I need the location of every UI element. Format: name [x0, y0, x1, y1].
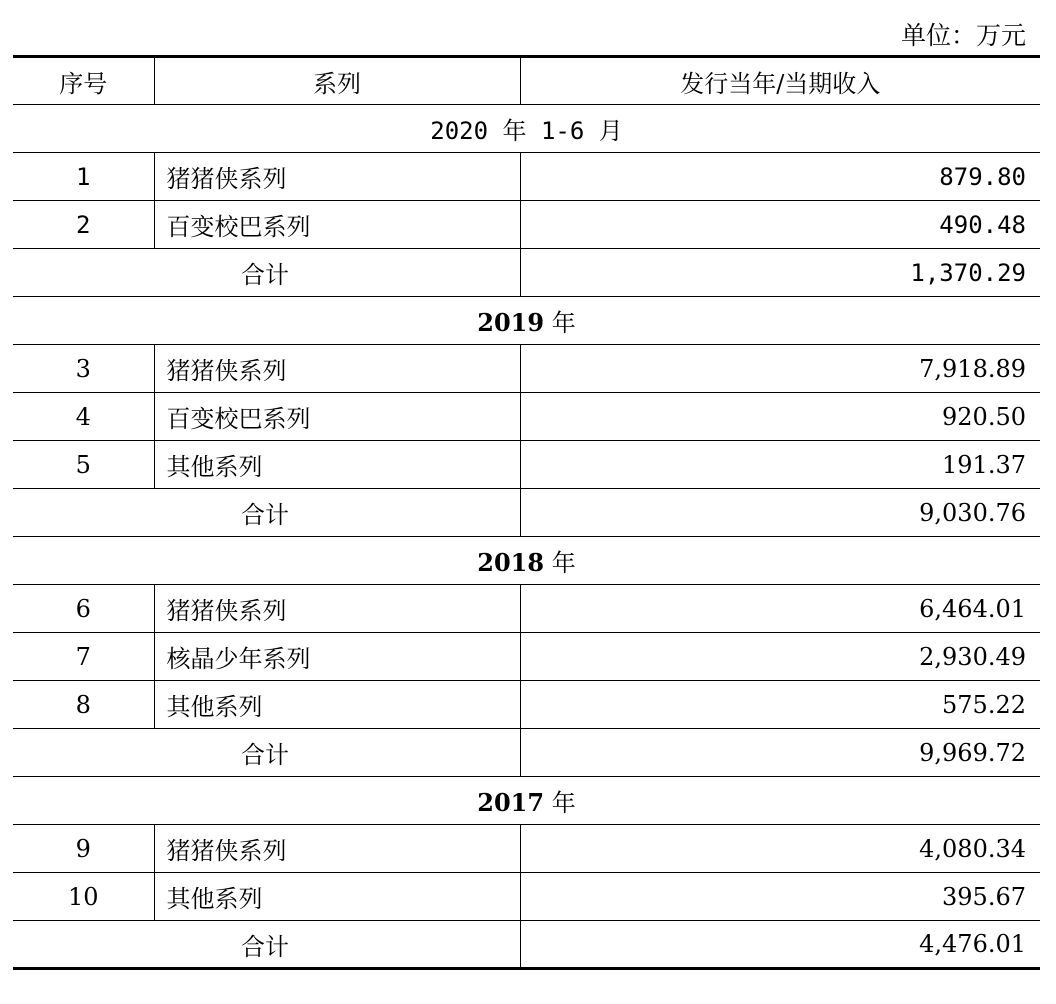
year-number: 2019	[477, 308, 545, 337]
subtotal-value: 9,030.76	[520, 489, 1040, 537]
series-name: 其他系列	[154, 873, 520, 921]
year-number: 2017	[477, 788, 545, 817]
revenue-table	[13, 55, 1040, 970]
revenue-value: 2,930.49	[520, 633, 1040, 681]
table-row	[13, 681, 1040, 729]
subtotal-row	[13, 729, 1040, 777]
revenue-value: 395.67	[520, 873, 1040, 921]
row-number: 4	[13, 393, 154, 441]
revenue-value: 920.50	[520, 393, 1040, 441]
header-revenue: 发行当年/当期收入	[520, 57, 1040, 105]
revenue-value: 191.37	[520, 441, 1040, 489]
row-number: 2	[13, 201, 154, 249]
year-suffix: 年	[551, 789, 576, 817]
row-number: 1	[13, 153, 154, 201]
table-row	[13, 633, 1040, 681]
series-name: 百变校巴系列	[154, 201, 520, 249]
series-name: 猪猪侠系列	[154, 825, 520, 873]
section-heading-row	[13, 105, 1040, 153]
revenue-value: 4,080.34	[520, 825, 1040, 873]
subtotal-label: 合计	[13, 729, 520, 777]
subtotal-value: 1,370.29	[520, 249, 1040, 297]
header-series: 系列	[154, 57, 520, 105]
series-name: 其他系列	[154, 681, 520, 729]
row-number: 6	[13, 585, 154, 633]
subtotal-label: 合计	[13, 249, 520, 297]
subtotal-value: 4,476.01	[520, 921, 1040, 969]
series-name: 猪猪侠系列	[154, 345, 520, 393]
revenue-value: 879.80	[520, 153, 1040, 201]
table-row	[13, 345, 1040, 393]
unit-label: 单位：万元	[900, 21, 1026, 50]
revenue-value: 490.48	[520, 201, 1040, 249]
section-heading-2020h1: 2020 年 1-6 月	[13, 105, 1040, 153]
year-suffix: 年	[551, 549, 576, 577]
section-heading-row	[13, 537, 1040, 585]
table-header-row	[13, 57, 1040, 105]
row-number: 9	[13, 825, 154, 873]
table-row	[13, 825, 1040, 873]
row-number: 8	[13, 681, 154, 729]
series-name: 其他系列	[154, 441, 520, 489]
revenue-value: 575.22	[520, 681, 1040, 729]
section-heading-2019	[13, 297, 1040, 345]
table-row	[13, 873, 1040, 921]
subtotal-row	[13, 921, 1040, 969]
year-number: 2018	[477, 548, 545, 577]
row-number: 3	[13, 345, 154, 393]
subtotal-value: 9,969.72	[520, 729, 1040, 777]
header-no: 序号	[13, 57, 154, 105]
series-name: 核晶少年系列	[154, 633, 520, 681]
section-heading-row	[13, 297, 1040, 345]
section-heading-2018	[13, 537, 1040, 585]
subtotal-row	[13, 489, 1040, 537]
table-row	[13, 201, 1040, 249]
subtotal-label: 合计	[13, 489, 520, 537]
table-row	[13, 441, 1040, 489]
revenue-value: 6,464.01	[520, 585, 1040, 633]
series-name: 百变校巴系列	[154, 393, 520, 441]
revenue-value: 7,918.89	[520, 345, 1040, 393]
subtotal-label: 合计	[13, 921, 520, 969]
series-name: 猪猪侠系列	[154, 585, 520, 633]
row-number: 5	[13, 441, 154, 489]
row-number: 10	[13, 873, 154, 921]
row-number: 7	[13, 633, 154, 681]
series-name: 猪猪侠系列	[154, 153, 520, 201]
subtotal-row	[13, 249, 1040, 297]
table-row	[13, 393, 1040, 441]
table-row	[13, 153, 1040, 201]
year-suffix: 年	[551, 309, 576, 337]
section-heading-2017	[13, 777, 1040, 825]
section-heading-row	[13, 777, 1040, 825]
table-row	[13, 585, 1040, 633]
